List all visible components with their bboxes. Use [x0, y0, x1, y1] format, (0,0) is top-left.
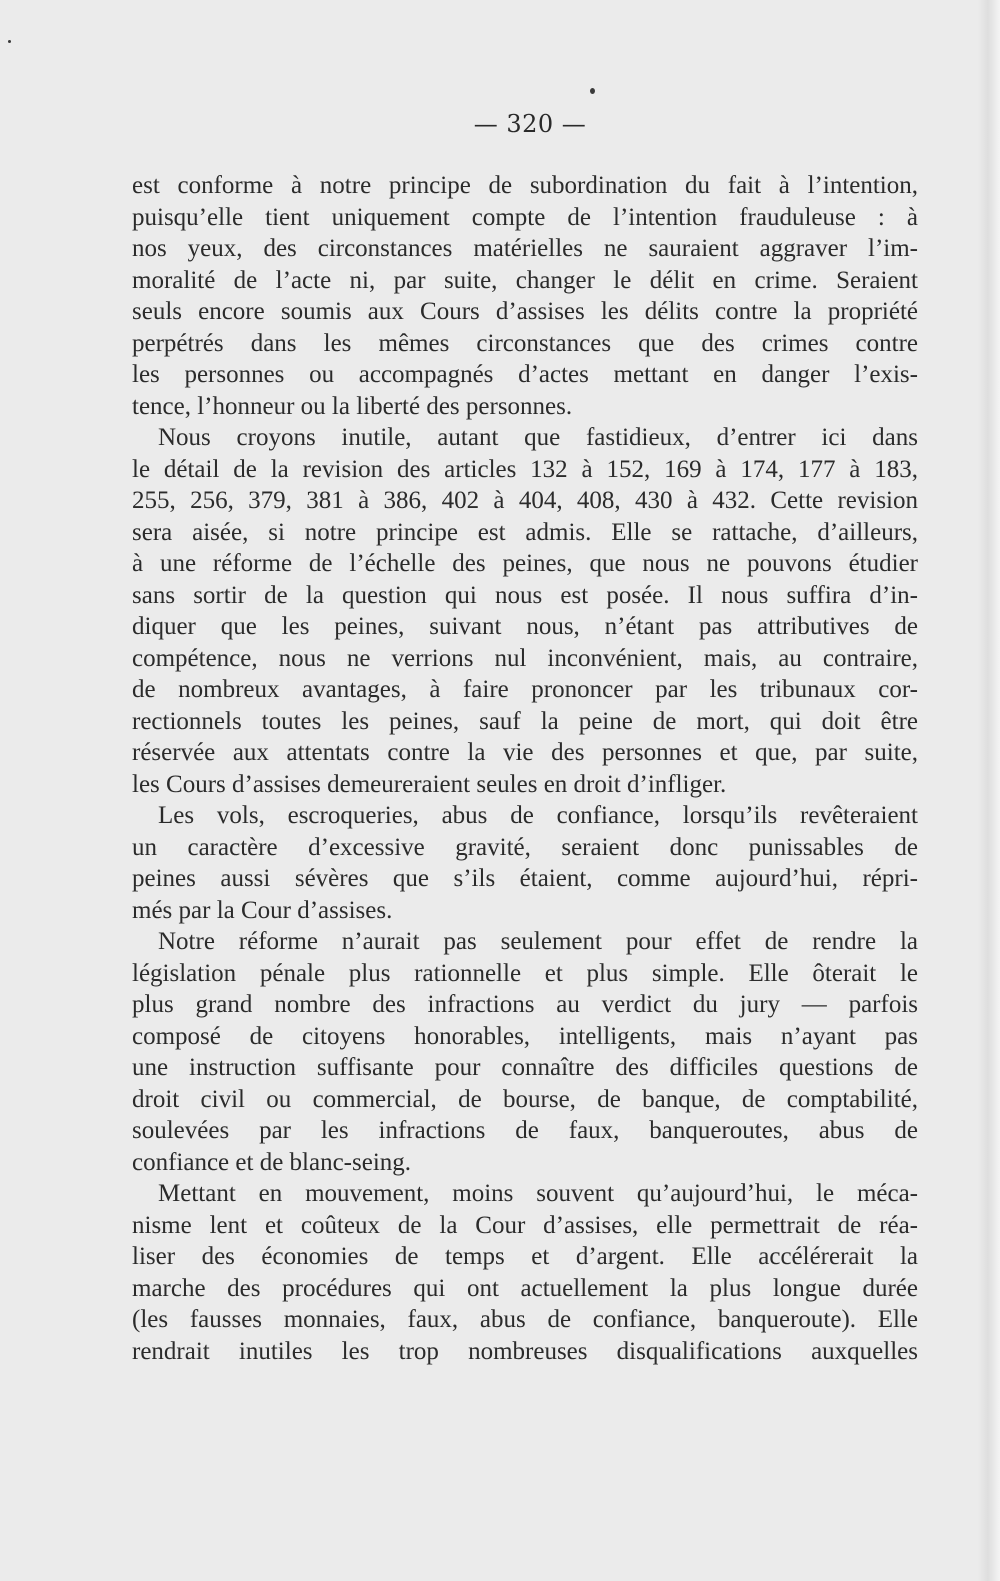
text-line: nisme lent et coûteux de la Cour d’assises, elle permettrait de réa-	[132, 1211, 918, 1239]
paragraph-start: Notre réforme n’aurait pas seulement pour effet de rendre la	[158, 928, 918, 955]
text-line: seuls encore soumis aux Cours d’assises les délits contre la propriété	[132, 298, 918, 325]
text-line: réservée aux attentats contre la vie des personnes et que, par suite,	[132, 739, 918, 766]
page-number	[0, 110, 1000, 138]
text-line: rectionnels toutes les peines, sauf la peine de mort, qui doit être	[132, 707, 918, 735]
text-line: plus grand nombre des infractions au verdict du jury — parfois	[132, 991, 918, 1018]
text-line: més par la Cour d’assises.	[132, 896, 393, 924]
text-line: puisqu’elle tient uniquement compte de l’intention frauduleuse : à	[132, 203, 918, 231]
text-line: sans sortir de la question qui nous est posée. Il nous suffira d’in-	[132, 581, 918, 609]
text-line: sera aisée, si notre principe est admis. Elle se rattache, d’ailleurs,	[132, 518, 918, 546]
text-line: 255, 256, 379, 381 à 386, 402 à 404, 408, 430 à 432. Cette revision	[132, 487, 918, 514]
text-line: de nombreux avantages, à faire prononcer par les tribunaux cor-	[132, 676, 918, 703]
text-line: soulevées par les infractions de faux, banqueroutes, abus de	[132, 1117, 918, 1144]
text-line: peines aussi sévères que s’ils étaient, comme aujourd’hui, répri-	[132, 865, 918, 892]
text-line: droit civil ou commercial, de bourse, de banque, de comptabilité,	[132, 1085, 918, 1113]
text-line: rendrait inutiles les trop nombreuses disqualifications auxquelles	[132, 1337, 918, 1365]
text-line: marche des procédures qui ont actuellement la plus longue durée	[132, 1274, 918, 1302]
text-line: (les fausses monnaies, faux, abus de confiance, banqueroute). Elle	[132, 1306, 918, 1333]
text-line: liser des économies de temps et d’argent. Elle accélérerait la	[132, 1243, 918, 1270]
text-line: moralité de l’acte ni, par suite, changer le délit en crime. Seraient	[132, 266, 918, 294]
ink-speck	[8, 40, 11, 43]
text-line: diquer que les peines, suivant nous, n’étant pas attributives de	[132, 613, 918, 640]
text-line: nos yeux, des circonstances matérielles ne sauraient aggraver l’im-	[132, 235, 918, 262]
text-line: à une réforme de l’échelle des peines, que nous ne pouvons étudier	[132, 550, 918, 577]
page-edge-shadow	[978, 0, 1000, 1581]
text-line: composé de citoyens honorables, intelligents, mais n’ayant pas	[132, 1022, 918, 1050]
ink-speck	[590, 88, 595, 94]
text-line: tence, l’honneur ou la liberté des personnes.	[132, 392, 573, 420]
text-line: est conforme à notre principe de subordination du fait à l’intention,	[132, 172, 918, 199]
text-line: le détail de la revision des articles 132 à 152, 169 à 174, 177 à 183,	[132, 455, 918, 483]
paragraph-start: Mettant en mouvement, moins souvent qu’aujourd’hui, le méca-	[158, 1180, 918, 1207]
text-line: un caractère d’excessive gravité, seraient donc punissables de	[132, 833, 918, 861]
text-line: compétence, nous ne verrions nul inconvénient, mais, au contraire,	[132, 644, 918, 672]
text-line: une instruction suffisante pour connaître des difficiles questions de	[132, 1054, 918, 1081]
text-line: les personnes ou accompagnés d’actes mettant en danger l’exis-	[132, 361, 918, 388]
body-text	[132, 170, 918, 1367]
paragraph-start: Nous croyons inutile, autant que fastidieux, d’entrer ici dans	[158, 424, 918, 451]
paragraph-start: Les vols, escroqueries, abus de confiance, lorsqu’ils revêteraient	[158, 802, 918, 829]
text-line: législation pénale plus rationnelle et plus simple. Elle ôterait le	[132, 959, 918, 987]
text-line: perpétrés dans les mêmes circonstances que des crimes contre	[132, 329, 918, 357]
page-number-text: — 320 —	[473, 110, 587, 138]
text-line: les Cours d’assises demeureraient seules en droit d’infliger.	[132, 770, 727, 798]
text-line: confiance et de blanc-seing.	[132, 1148, 412, 1176]
